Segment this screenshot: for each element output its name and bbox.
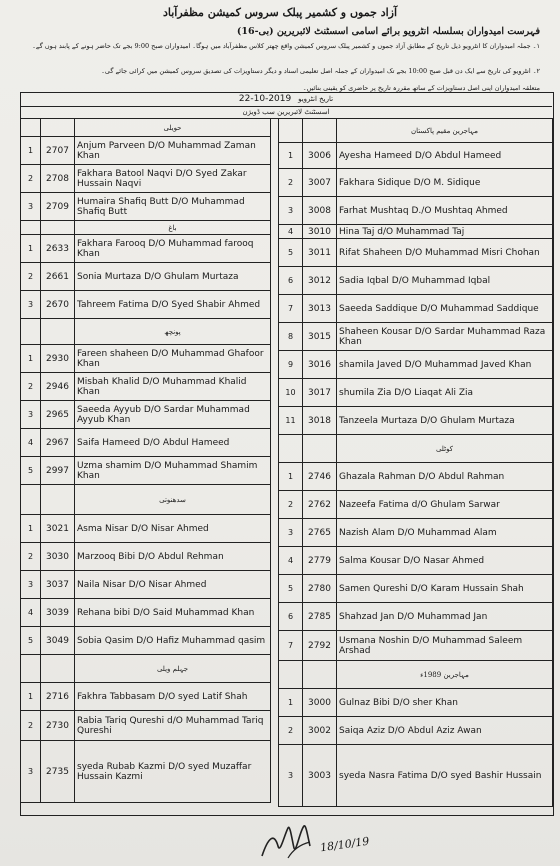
serial-number: 5: [21, 457, 41, 485]
empty-cell: [279, 119, 303, 143]
serial-number: 4: [21, 429, 41, 457]
empty-cell: [279, 661, 303, 689]
right-candidate-table: [278, 118, 553, 807]
roll-number: 2716: [41, 683, 75, 711]
candidate-name: Misbah Khalid D/O Muhammad Khalid Khan: [75, 373, 271, 401]
table-row: [279, 379, 553, 407]
roll-number: 3037: [41, 571, 75, 599]
serial-number: 9: [279, 351, 303, 379]
empty-cell: [303, 119, 337, 143]
serial-number: 3: [279, 197, 303, 225]
district-header: پونچھ: [75, 319, 271, 345]
serial-number: 10: [279, 379, 303, 407]
serial-number: 2: [21, 373, 41, 401]
candidate-name: Ayesha Hameed D/O Abdul Hameed: [337, 143, 553, 169]
candidate-name: Tanzeela Murtaza D/O Ghulam Murtaza: [337, 407, 553, 435]
roll-number: 2735: [41, 741, 75, 803]
candidate-name: Saeeda Saddique D/O Muhammad Saddique: [337, 295, 553, 323]
serial-number: 5: [279, 239, 303, 267]
serial-number: 3: [279, 745, 303, 807]
serial-number: 5: [279, 575, 303, 603]
serial-number: 4: [279, 225, 303, 239]
roll-number: 3007: [303, 169, 337, 197]
table-row: [279, 491, 553, 519]
table-row: [279, 323, 553, 351]
roll-number: 3018: [303, 407, 337, 435]
empty-cell: [21, 319, 41, 345]
interview-date-row: [20, 92, 552, 107]
table-row: [279, 717, 553, 745]
district-header-row: [21, 119, 271, 137]
serial-number: 6: [279, 267, 303, 295]
empty-cell: [41, 485, 75, 515]
empty-cell: [21, 485, 41, 515]
serial-number: 8: [279, 323, 303, 351]
roll-number: 3015: [303, 323, 337, 351]
roll-number: 2709: [41, 193, 75, 221]
candidate-name: Rabia Tariq Qureshi d/O Muhammad Tariq Qureshi: [75, 711, 271, 741]
roll-number: 2762: [303, 491, 337, 519]
table-row: [21, 235, 271, 263]
serial-number: 6: [279, 603, 303, 631]
table-row: [21, 193, 271, 221]
candidate-name: syeda Nasra Fatima D/O syed Bashir Hussain: [337, 745, 553, 807]
roll-number: 2707: [41, 137, 75, 165]
district-header-row: [279, 661, 553, 689]
instruction-note-1: ۱۔ جملہ امیدواران کا انٹرویو ذیل تاریخ کے مطابق آزاد جموں و کشمیر پبلک سروس کمیشن واقع چھتر کلاس مظفرآباد میں ہوگا۔ امیدواران صبح 9:00 بجے تک حاضر ہونے کے پابند ہوں گے۔: [32, 42, 540, 50]
table-row: [279, 295, 553, 323]
district-header-row: [21, 485, 271, 515]
candidate-name: Farhat Mushtaq D./O Mushtaq Ahmed: [337, 197, 553, 225]
roll-number: 3021: [41, 515, 75, 543]
roll-number: 3016: [303, 351, 337, 379]
empty-cell: [41, 119, 75, 137]
roll-number: 3011: [303, 239, 337, 267]
candidate-name: Sonia Murtaza D/O Ghulam Murtaza: [75, 263, 271, 291]
district-header-row: [21, 319, 271, 345]
candidate-name: Asma Nisar D/O Nisar Ahmed: [75, 515, 271, 543]
candidate-name: Shaheen Kousar D/O Sardar Muhammad Raza Khan: [337, 323, 553, 351]
table-row: [21, 627, 271, 655]
candidate-name: Shahzad Jan D/O Muhammad Jan: [337, 603, 553, 631]
roll-number: 3049: [41, 627, 75, 655]
roll-number: 3017: [303, 379, 337, 407]
table-row: [279, 407, 553, 435]
roll-number: 2730: [41, 711, 75, 741]
table-row: [279, 225, 553, 239]
serial-number: 2: [279, 491, 303, 519]
roll-number: 2785: [303, 603, 337, 631]
table-row: [21, 683, 271, 711]
candidate-name: Gulnaz Bibi D/O sher Khan: [337, 689, 553, 717]
empty-cell: [41, 655, 75, 683]
candidate-name: Sobia Qasim D/O Hafiz Muhammad qasim: [75, 627, 271, 655]
district-header-row: [21, 221, 271, 235]
candidate-name: Saifa Hameed D/O Abdul Hameed: [75, 429, 271, 457]
empty-cell: [41, 319, 75, 345]
roll-number: 3012: [303, 267, 337, 295]
roll-number: 2661: [41, 263, 75, 291]
serial-number: 2: [279, 717, 303, 745]
left-candidate-table: [20, 118, 271, 803]
roll-number: 3000: [303, 689, 337, 717]
document-title: آزاد جموں و کشمیر پبلک سروس کمیشن مظفرآباد: [162, 6, 398, 19]
roll-number: 2708: [41, 165, 75, 193]
table-row: [21, 543, 271, 571]
serial-number: 2: [21, 543, 41, 571]
roll-number: 2930: [41, 345, 75, 373]
serial-number: 11: [279, 407, 303, 435]
candidate-name: Fakhra Tabbasam D/O syed Latif Shah: [75, 683, 271, 711]
candidate-name: Nazish Alam D/O Muhammad Alam: [337, 519, 553, 547]
serial-number: 3: [279, 519, 303, 547]
table-row: [21, 263, 271, 291]
roll-number: 3003: [303, 745, 337, 807]
table-row: [21, 137, 271, 165]
interview-date-label: تاریخ انٹرویو: [298, 95, 334, 103]
table-row: [21, 711, 271, 741]
serial-number: 1: [21, 515, 41, 543]
serial-number: 1: [279, 463, 303, 491]
serial-number: 1: [21, 235, 41, 263]
roll-number: 2670: [41, 291, 75, 319]
serial-number: 2: [279, 169, 303, 197]
table-row: [21, 571, 271, 599]
candidate-name: Saiqa Aziz D/O Abdul Aziz Awan: [337, 717, 553, 745]
serial-number: 7: [279, 295, 303, 323]
serial-number: 2: [21, 263, 41, 291]
candidate-name: Fakhara Sidique D/O M. Sidique: [337, 169, 553, 197]
roll-number: 3002: [303, 717, 337, 745]
serial-number: 3: [21, 571, 41, 599]
candidate-name: Anjum Parveen D/O Muhammad Zaman Khan: [75, 137, 271, 165]
candidate-name: Samen Qureshi D/O Karam Hussain Shah: [337, 575, 553, 603]
table-row: [279, 143, 553, 169]
empty-cell: [21, 221, 41, 235]
roll-number: 3010: [303, 225, 337, 239]
serial-number: 3: [21, 193, 41, 221]
table-row: [279, 351, 553, 379]
table-row: [21, 401, 271, 429]
district-header: حویلی: [75, 119, 271, 137]
empty-cell: [303, 661, 337, 689]
serial-number: 3: [21, 291, 41, 319]
table-row: [21, 741, 271, 803]
empty-cell: [279, 435, 303, 463]
empty-cell: [303, 435, 337, 463]
roll-number: 2946: [41, 373, 75, 401]
serial-number: 4: [279, 547, 303, 575]
candidate-name: syeda Rubab Kazmi D/O syed Muzaffar Hussain Kazmi: [75, 741, 271, 803]
candidate-name: Rifat Shaheen D/O Muhammad Misri Chohan: [337, 239, 553, 267]
table-row: [21, 373, 271, 401]
table-row: [279, 197, 553, 225]
district-header: مہاجرین 1989ء: [337, 661, 553, 689]
table-row: [21, 457, 271, 485]
candidate-name: Usmana Noshin D/O Muhammad Saleem Arshad: [337, 631, 553, 661]
table-row: [21, 165, 271, 193]
table-row: [279, 631, 553, 661]
candidate-name: Tahreem Fatima D/O Syed Shabir Ahmed: [75, 291, 271, 319]
district-header: سدھنوتی: [75, 485, 271, 515]
instruction-note-2: ۲۔ انٹرویو کی تاریخ سے ایک دن قبل صبح 10:00 بجے تک امیدواران کے جملہ اصل تعلیمی اسناد و دیگر دستاویزات کی تصدیق سروس کمیشن میں کرائی جائے گی۔: [101, 67, 540, 75]
serial-number: 2: [21, 165, 41, 193]
roll-number: 2965: [41, 401, 75, 429]
table-row: [21, 291, 271, 319]
table-row: [279, 463, 553, 491]
district-header-row: [21, 655, 271, 683]
serial-number: 1: [21, 137, 41, 165]
candidate-name: Marzooq Bibi D/O Abdul Rehman: [75, 543, 271, 571]
table-row: [279, 603, 553, 631]
signature-date: 18/10/19: [319, 834, 371, 855]
roll-number: 3030: [41, 543, 75, 571]
serial-number: 1: [21, 683, 41, 711]
table-row: [279, 519, 553, 547]
district-header: باغ: [75, 221, 271, 235]
table-row: [21, 599, 271, 627]
table-row: [21, 345, 271, 373]
roll-number: 2792: [303, 631, 337, 661]
table-row: [21, 429, 271, 457]
serial-number: 3: [21, 401, 41, 429]
candidate-name: shumila Zia D/O Liaqat Ali Zia: [337, 379, 553, 407]
candidate-name: Ghazala Rahman D/O Abdul Rahman: [337, 463, 553, 491]
serial-number: 7: [279, 631, 303, 661]
roll-number: 3008: [303, 197, 337, 225]
serial-number: 1: [279, 143, 303, 169]
district-header-row: [279, 435, 553, 463]
empty-cell: [21, 655, 41, 683]
interview-date: 22-10-2019: [238, 94, 292, 104]
roll-number: 2746: [303, 463, 337, 491]
table-row: [279, 267, 553, 295]
designation-row: اسسٹنٹ لائبریرین سب ڈویژن: [20, 106, 552, 119]
serial-number: 3: [21, 741, 41, 803]
table-row: [279, 239, 553, 267]
instruction-note-3: متعلقہ امیدواران اپنی اصل دستاویزات کے ساتھ مقررہ تاریخ پر حاضری کو یقینی بنائیں۔: [302, 84, 540, 92]
table-row: [21, 515, 271, 543]
candidate-name: Humaira Shafiq Butt D/O Muhammad Shafiq Butt: [75, 193, 271, 221]
candidate-name: Fakhara Farooq D/O Muhammad farooq Khan: [75, 235, 271, 263]
table-row: [279, 745, 553, 807]
district-header: کوٹلی: [337, 435, 553, 463]
serial-number: 2: [21, 711, 41, 741]
candidate-name: Naila Nisar D/O Nisar Ahmed: [75, 571, 271, 599]
candidate-name: Salma Kousar D/O Nasar Ahmed: [337, 547, 553, 575]
document-subtitle: فہرست امیدواران بسلسلہ انٹرویو برائے اسامی اسسٹنٹ لائبریرین (بی-16): [236, 26, 540, 37]
district-header: جہلم ویلی: [75, 655, 271, 683]
candidate-name: shamila Javed D/O Muhammad Javed Khan: [337, 351, 553, 379]
candidate-name: Rehana bibi D/O Said Muhammad Khan: [75, 599, 271, 627]
district-header: مہاجرین مقیم پاکستان: [337, 119, 553, 143]
roll-number: 2967: [41, 429, 75, 457]
empty-cell: [41, 221, 75, 235]
roll-number: 2633: [41, 235, 75, 263]
candidate-name: Nazeefa Fatima d/O Ghulam Sarwar: [337, 491, 553, 519]
candidate-name: Saeeda Ayyub D/O Sardar Muhammad Ayyub Khan: [75, 401, 271, 429]
candidate-name: Fareen shaheen D/O Muhammad Ghafoor Khan: [75, 345, 271, 373]
table-row: [279, 689, 553, 717]
candidate-name: Sadia Iqbal D/O Muhammad Iqbal: [337, 267, 553, 295]
table-row: [279, 169, 553, 197]
serial-number: 4: [21, 599, 41, 627]
table-row: [279, 547, 553, 575]
table-row: [279, 575, 553, 603]
candidate-name: Uzma shamim D/O Muhammad Shamim Khan: [75, 457, 271, 485]
serial-number: 1: [21, 345, 41, 373]
roll-number: 2780: [303, 575, 337, 603]
roll-number: 3039: [41, 599, 75, 627]
roll-number: 2779: [303, 547, 337, 575]
roll-number: 2997: [41, 457, 75, 485]
empty-cell: [21, 119, 41, 137]
candidate-name: Fakhara Batool Naqvi D/O Syed Zakar Hussain Naqvi: [75, 165, 271, 193]
candidate-name: Hina Taj d/O Muhammad Taj: [337, 225, 553, 239]
roll-number: 3006: [303, 143, 337, 169]
roll-number: 2765: [303, 519, 337, 547]
serial-number: 1: [279, 689, 303, 717]
serial-number: 5: [21, 627, 41, 655]
roll-number: 3013: [303, 295, 337, 323]
district-header-row: [279, 119, 553, 143]
